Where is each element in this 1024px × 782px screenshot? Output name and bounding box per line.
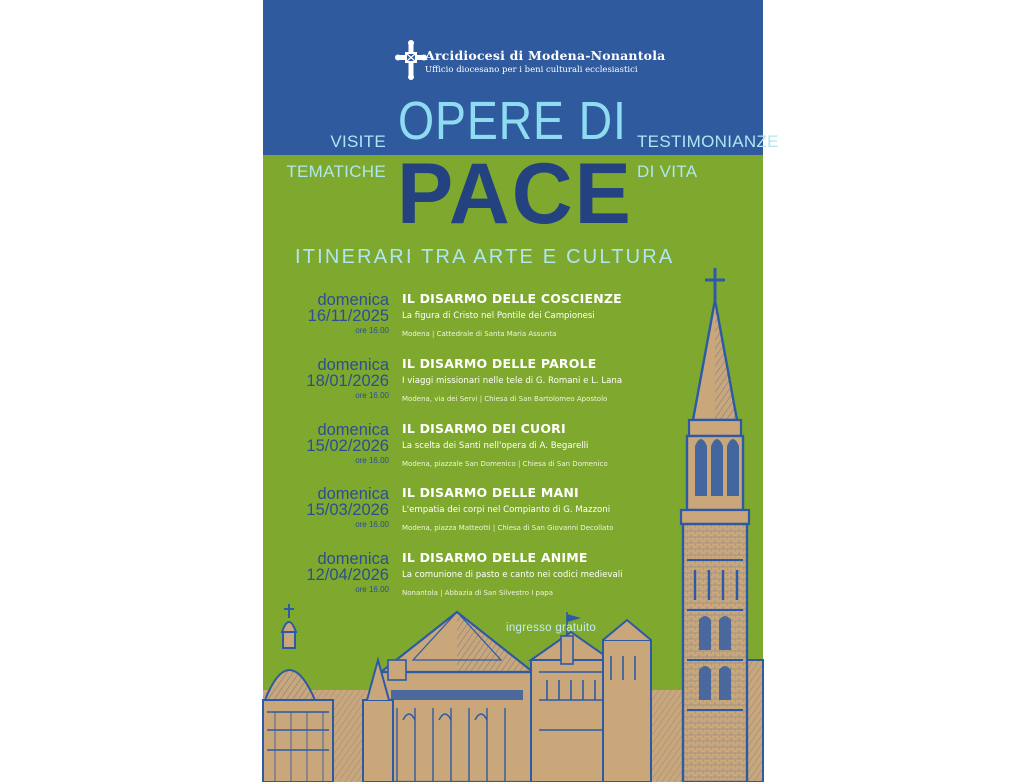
side-label-tematiche: TEMATICHE — [286, 162, 386, 181]
side-label-testimonianze: TESTIMONIANZE — [637, 132, 779, 151]
diocese-cross-logo-icon — [396, 40, 426, 80]
event-date: 16/11/2025 — [307, 307, 389, 325]
event-place: Modena, piazza Matteotti | Chiesa di San Giovanni Decollato — [402, 524, 614, 532]
event-title: IL DISARMO DELLE PAROLE — [402, 356, 597, 371]
poster-subtitle: ITINERARI TRA ARTE E CULTURA — [295, 246, 675, 268]
event-day: domenica — [317, 291, 389, 309]
event-time: ore 16.00 — [355, 391, 389, 400]
event-day: domenica — [317, 485, 389, 503]
organization-subtitle: Ufficio diocesano per i beni culturali ecclesiastici — [425, 65, 638, 75]
event-time: ore 16.00 — [355, 456, 389, 465]
event-description: La scelta dei Santi nell'opera di A. Begarelli — [402, 441, 589, 451]
title-opere-di: OPERE DI — [398, 91, 627, 151]
event-place: Nonantola | Abbazia di San Silvestro I papa — [402, 589, 554, 597]
event-date: 12/04/2026 — [306, 566, 389, 584]
event-description: La figura di Cristo nel Pontile dei Campionesi — [402, 311, 595, 321]
event-day: domenica — [317, 356, 389, 374]
event-date: 18/01/2026 — [306, 372, 389, 390]
free-entry-note: ingresso gratuito — [506, 622, 597, 634]
title-pace: PACE — [397, 146, 633, 242]
event-title: IL DISARMO DELLE MANI — [402, 485, 579, 500]
event-item — [263, 358, 763, 420]
event-description: La comunione di pasto e canto nei codici medievali — [402, 570, 623, 580]
event-place: Modena | Cattedrale di Santa Maria Assunta — [402, 330, 557, 338]
event-description: I viaggi missionari nelle tele di G. Romani e L. Lana — [402, 376, 623, 386]
event-place: Modena, piazzale San Domenico | Chiesa di San Domenico — [402, 460, 608, 468]
event-title: IL DISARMO DEI CUORI — [402, 421, 566, 436]
event-item — [263, 293, 763, 355]
event-item — [263, 423, 763, 485]
event-day: domenica — [317, 421, 389, 439]
organization-name: Arcidiocesi di Modena-Nonantola — [425, 48, 666, 63]
event-title: IL DISARMO DELLE ANIME — [402, 550, 588, 565]
event-item — [263, 487, 763, 549]
side-label-di-vita: DI VITA — [637, 162, 698, 181]
event-time: ore 16.00 — [355, 585, 389, 594]
event-title: IL DISARMO DELLE COSCIENZE — [402, 291, 622, 306]
basilica — [363, 612, 533, 782]
event-date: 15/02/2026 — [306, 437, 389, 455]
event-place: Modena, via dei Servi | Chiesa di San Bartolomeo Apostolo — [402, 395, 608, 403]
event-item — [263, 552, 763, 614]
event-poster — [263, 0, 779, 782]
event-date: 15/03/2026 — [306, 501, 389, 519]
event-description: L'empatia dei corpi nel Compianto di G. Mazzoni — [402, 505, 611, 515]
event-time: ore 16.00 — [355, 520, 389, 529]
event-day: domenica — [317, 550, 389, 568]
event-time: ore 16.00 — [355, 326, 389, 335]
side-label-visite: VISITE — [330, 132, 386, 151]
